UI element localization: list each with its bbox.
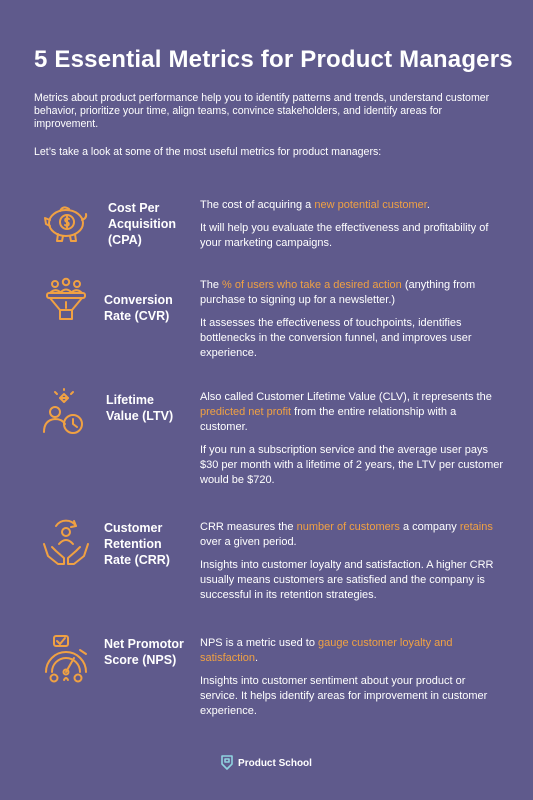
intro-paragraph: Metrics about product performance help you to identify patterns and trends, understand customer behavior, prioritize your time, align teams, convince stakeholders, and identify areas for improvement.	[34, 92, 490, 130]
metric-definition	[200, 390, 505, 435]
conversion-funnel-icon	[40, 274, 92, 326]
text-fragment: The	[200, 279, 223, 291]
product-school-logo-icon	[221, 754, 233, 773]
text-fragment: Also called Customer Lifetime Value (CLV), it represents the	[200, 391, 492, 403]
intro-lead-paragraph: Let’s take a look at some of the most useful metrics for product managers:	[34, 146, 382, 158]
metric-description	[200, 198, 505, 259]
highlight-text: predicted net profit	[200, 406, 292, 418]
highlight-text: gauge customer loyalty and satisfaction	[200, 637, 453, 664]
metric-definition	[200, 636, 505, 666]
metric-example: If you run a subscription service and the average user pays $30 per month with a lifetime of 2 years, the LTV per customer would be $720.	[200, 444, 504, 486]
metric-definition	[200, 198, 505, 213]
brand-name: Product School	[238, 758, 312, 769]
metric-name: Cost Per Acquisition (CPA)	[108, 201, 177, 247]
text-fragment: The cost of acquiring a	[200, 199, 315, 211]
text-fragment: .	[255, 652, 259, 664]
metric-benefit: Insights into customer loyalty and satisfaction. A higher CRR usually means customers are satisfied and the company is successful in its retention strategies.	[200, 559, 494, 601]
text-fragment: (anything from purchase to signing up for a newsletter.)	[200, 279, 476, 306]
metric-definition	[200, 520, 505, 550]
text-fragment: from the entire relationship with a customer.	[200, 406, 457, 433]
lifetime-value-icon	[38, 388, 90, 440]
metric-description	[200, 520, 505, 611]
highlight-text: number of customers	[296, 521, 400, 533]
metric-description	[200, 390, 505, 496]
text-fragment: a company	[399, 521, 460, 533]
highlight-text: retains	[459, 521, 493, 533]
piggy-bank-icon	[40, 196, 92, 248]
highlight-text: % of users who take a desired action	[222, 279, 402, 291]
text-fragment: NPS is a metric used to	[200, 637, 318, 649]
metric-description	[200, 636, 505, 727]
metric-benefit: Insights into customer sentiment about your product or service. It helps identify areas for improvement in customer experience.	[200, 675, 488, 717]
page-title: 5 Essential Metrics for Product Managers	[34, 46, 513, 73]
metric-definition	[200, 278, 505, 308]
highlight-text: new potential customer	[314, 199, 427, 211]
metric-name: Net Promotor Score (NPS)	[104, 637, 184, 667]
net-promoter-gauge-icon	[40, 634, 92, 686]
text-fragment: over a given period.	[200, 536, 297, 548]
customer-retention-icon	[40, 518, 92, 570]
metric-name: Lifetime Value (LTV)	[106, 393, 174, 423]
metric-description	[200, 278, 505, 369]
metric-benefit: It will help you evaluate the effectiveness and profitability of your marketing campaigns.	[200, 222, 489, 249]
text-fragment: .	[426, 199, 430, 211]
metric-name: Conversion Rate (CVR)	[104, 293, 173, 323]
text-fragment: CRR measures the	[200, 521, 297, 533]
metric-name: Customer Retention Rate (CRR)	[104, 521, 170, 567]
footer-brand	[0, 754, 533, 773]
metric-benefit: It assesses the effectiveness of touchpoints, identifies bottlenecks in the conversion funnel, and improves user experience.	[200, 317, 472, 359]
